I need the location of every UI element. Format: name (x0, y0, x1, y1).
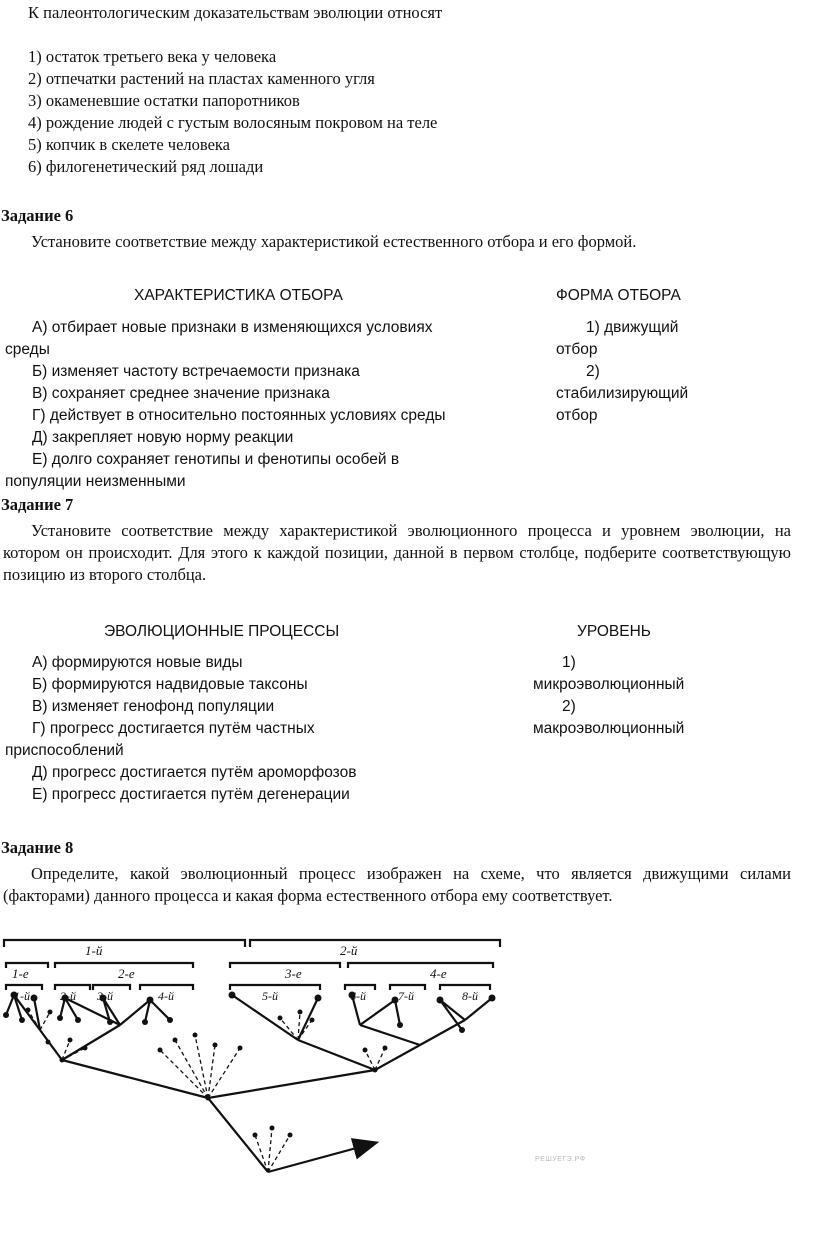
task8-title: Задание 8 (1, 838, 74, 857)
task6-col-right-header: ФОРМА ОТБОРА (556, 287, 681, 304)
task7-left-line: Б) формируются надвидовые таксоны (32, 676, 308, 693)
option-4: 4) рождение людей с густым волосяным покровом на теле (28, 113, 438, 132)
label-genus-8: 8-й (462, 989, 478, 1003)
task7-right-line: макроэволюционный (533, 720, 685, 737)
label-family-2: 2-е (118, 966, 135, 981)
task7-title: Задание 7 (1, 495, 74, 514)
task6-right-line: отбор (556, 407, 598, 424)
task7-right-line: микроэволюционный (533, 676, 685, 693)
label-genus-5: 5-й (262, 989, 278, 1003)
task7-right-line: 1) (562, 654, 576, 671)
question-text: К палеонтологическим доказательствам эволюции относят (28, 3, 443, 22)
task7-left-line: Г) прогресс достигается путём частных (32, 720, 315, 737)
label-order-1: 1-й (85, 943, 103, 958)
option-1: 1) остаток третьего века у человека (28, 47, 277, 66)
task6-left-line: Б) изменяет частоту встречаемости признака (32, 363, 360, 380)
task6-left-line: среды (5, 341, 50, 358)
task6-left-line: А) отбирает новые признаки в изменяющихся условиях (32, 319, 433, 336)
label-genus-2: 2-й (60, 989, 76, 1003)
bracket-order-1 (4, 940, 245, 947)
divergence-diagram (0, 930, 816, 1190)
task6-intro: Установите соответствие между характеристикой естественного отбора и его формой. (31, 232, 637, 251)
label-family-4: 4-е (430, 966, 447, 981)
task7-left-line: приспособлений (5, 742, 124, 759)
option-5: 5) копчик в скелете человека (28, 135, 230, 154)
task6-right-line: 2) (586, 363, 600, 380)
label-genus-7: 7-й (398, 989, 414, 1003)
label-genus-6: 6-й (350, 989, 366, 1003)
bracket-order-2 (250, 940, 500, 947)
label-genus-1: 1-й (14, 989, 30, 1003)
task6-right-line: отбор (556, 341, 598, 358)
task6-left-line: В) сохраняет среднее значение признака (32, 385, 330, 402)
task7-right-line: 2) (562, 698, 576, 715)
watermark: РЕШУЕГЭ.РФ (535, 1156, 586, 1163)
label-family-3: 3-е (285, 966, 302, 981)
task6-left-line: Е) долго сохраняет генотипы и фенотипы особей в (32, 451, 400, 468)
label-order-2: 2-й (340, 943, 358, 958)
task6-left-line: Д) закрепляет новую норму реакции (32, 429, 294, 446)
task6-right-line: 1) движущий (586, 319, 679, 336)
task6-col-left-header: ХАРАКТЕРИСТИКА ОТБОРА (134, 287, 343, 304)
option-6: 6) филогенетический ряд лошади (28, 157, 264, 176)
task8-intro: Определите, какой эволюционный процесс изображен на схеме, что является движущими силами (факторами) данного процесса и какая форма естественного отбора ему соответствует. (3, 864, 791, 905)
task7-col-left-header: ЭВОЛЮЦИОННЫЕ ПРОЦЕССЫ (104, 623, 340, 640)
task7-left-line: Е) прогресс достигается путём дегенерации (32, 786, 350, 803)
bracket-family-4 (348, 963, 493, 968)
task7-left-line: Д) прогресс достигается путём ароморфозов (32, 764, 357, 781)
task7-left-line: В) изменяет генофонд популяции (32, 698, 275, 715)
label-family-1: 1-е (12, 966, 29, 981)
task7-col-right-header: УРОВЕНЬ (577, 623, 651, 640)
task7-left-line: А) формируются новые виды (32, 654, 243, 671)
label-genus-3: 3-й (97, 989, 113, 1003)
task6-left-line: популяции неизменными (5, 473, 186, 490)
task7-intro: Установите соответствие между характеристикой эволюционного процесса и уровнем эволюции, на котором он происходит. Для этого к каждой позиции, данной в первом столбце, подберите соответствующую позицию из второго столбца. (3, 521, 791, 584)
trunk-line (208, 1098, 268, 1172)
task6-left-line: Г) действует в относительно постоянных условиях среды (32, 407, 446, 424)
label-genus-4: 4-й (158, 989, 174, 1003)
task6-right-line: стабилизирующий (556, 385, 689, 402)
task6-title: Задание 6 (1, 206, 74, 225)
option-3: 3) окаменевшие остатки папоротников (28, 91, 300, 110)
option-2: 2) отпечатки растений на пластах каменного угля (28, 69, 375, 88)
arrow-line (268, 1143, 375, 1172)
